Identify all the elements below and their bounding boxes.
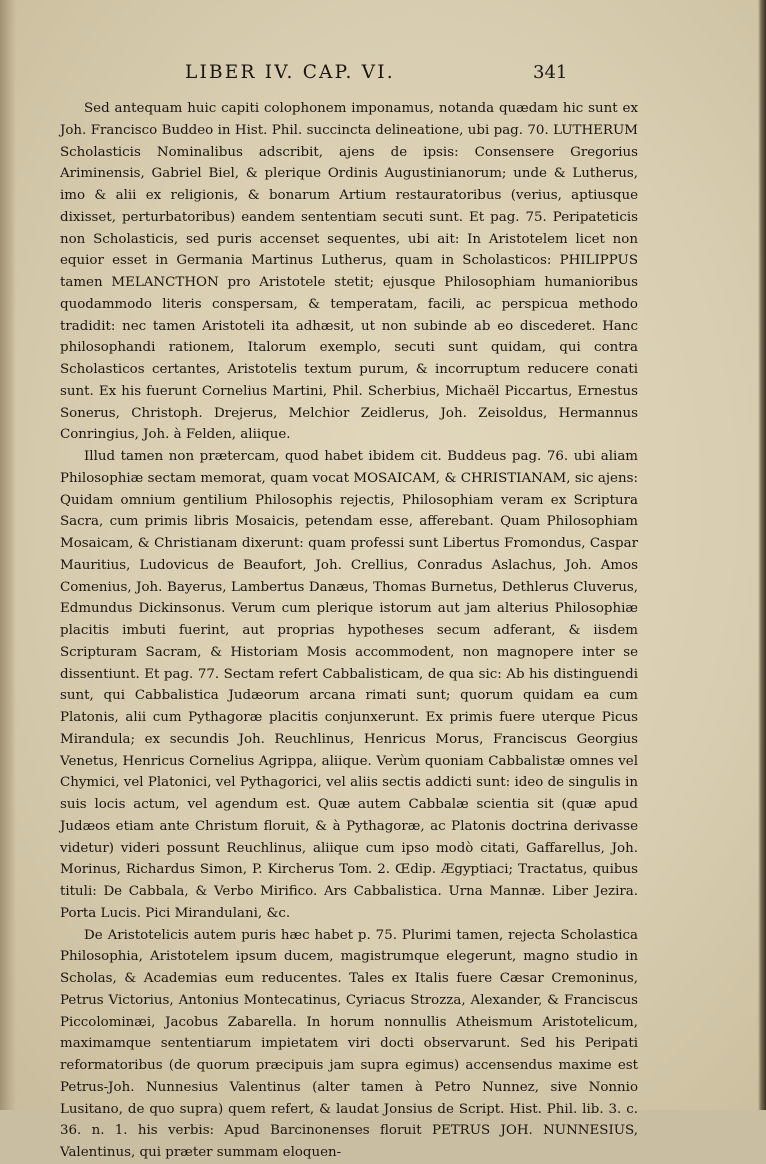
body-text	[60, 98, 638, 1164]
chapter-heading: LIBER IV. CAP. VI.	[185, 62, 395, 83]
page-gutter-shadow	[0, 0, 16, 1110]
page-number: 341	[533, 62, 568, 83]
paragraph-aristotelici-puri: De Aristotelicis autem puris hæc habet p. 75. Plurimi tamen, rejecta Scholastica Philosophia, Aristotelem ipsum ducem, magistrumque elegerunt, magno studio in Scholas, & Academias eum reducentes. Tales ex Italis fuere Cæsar Cremoninus, Petrus Victorius, Antonius Montecatinus, Cyriacus Strozza, Alexander, & Franciscus Piccolominæi, Jacobus Zabarella. In horum nonnullis Atheismum Aristotelicum, maximamque sententiarum impietatem viri docti observarunt. Sed his Peripati reformatoribus (de quorum præcipuis jam supra egimus) accensendus maxime est Petrus-Joh. Nunnesius Valentinus (alter tamen à Petro Nunnez, sive Nonnio Lusitano, de quo supra) quem refert, & laudat Jonsius de Script. Hist. Phil. lib. 3. c. 36. n. 1. his verbis: Apud Barcinonenses floruit PETRUS JOH. NUNNESIUS, Valentinus, qui præter summam eloquen-	[60, 927, 638, 1160]
page-edge-shadow	[758, 0, 766, 1110]
paragraph-buddeus-lutherum: Sed antequam huic capiti colophonem imponamus, notanda quædam hic sunt ex Joh. Francisco Buddeo in Hist. Phil. succincta delineatione, ubi pag. 70. LUTHERUM Scholasticis Nominalibus adscribit, ajens de ipsis: Consensere Gregorius Ariminensis, Gabriel Biel, & plerique Ordinis Augustinianorum; unde & Lutherus, imo & alii ex religionis, & bonarum Artium restauratoribus (verius, aptiusque dixisset, perturbatoribus) eandem sententiam secuti sunt. Et pag. 75. Peripateticis non Scholasticis, sed puris accenset sequentes, ubi ait: In Aristotelem licet non equior esset in Germania Martinus Lutherus, quam in Scholasticos: PHILIPPUS tamen MELANCTHON pro Aristotele stetit; ejusque Philosophiam humanioribus quodammodo literis conspersam, & temperatam, facili, ac perspicua methodo tradidit: nec tamen Aristoteli ita adhæsit, ut non subinde ab eo discederet. Hanc philosophandi rationem, Italorum exemplo, secuti sunt quidam, qui contra Scholasticos certantes, Aristotelis textum purum, & incorruptum reducere conati sunt. Ex his fuerunt Cornelius Martini, Phil. Scherbius, Michaël Piccartus, Ernestus Sonerus, Christoph. Drejerus, Melchior Zeidlerus, Joh. Zeisoldus, Hermannus Conringius, Joh. à Felden, aliique.	[60, 101, 638, 443]
running-head	[0, 62, 766, 88]
paragraph-mosaica-cabbalistica: Illud tamen non prætercam, quod habet ibidem cit. Buddeus pag. 76. ubi aliam Philosophiæ sectam memorat, quam vocat MOSAICAM, & CHRISTIANAM, sic ajens: Quidam omnium gentilium Philosophis rejectis, Philosophiam veram ex Scriptura Sacra, cum primis libris Mosaicis, petendam esse, afferebant. Quam Philosophiam Mosaicam, & Christianam dixerunt: quam professi sunt Libertus Fromondus, Caspar Mauritius, Ludovicus de Beaufort, Joh. Crellius, Conradus Aslachus, Joh. Amos Comenius, Joh. Bayerus, Lambertus Danæus, Thomas Burnetus, Dethlerus Cluverus, Edmundus Dickinsonus. Verum cum plerique istorum aut jam alterius Philosophiæ placitis imbuti fuerint, aut proprias hypotheses secum adferant, & iisdem Scripturam Sacram, & Historiam Mosis accommodent, non magnopere inter se dissentiunt. Et pag. 77. Sectam refert Cabbalisticam, de qua sic: Ab his distinguendi sunt, qui Cabbalistica Judæorum arcana rimati sunt; quorum quidam ea cum Platonis, alii cum Pythagoræ placitis conjunxerunt. Ex primis fuere uterque Picus Mirandula; ex secundis Joh. Reuchlinus, Henricus Morus, Franciscus Georgius Venetus, Henricus Cornelius Agrippa, aliique. Verùm quoniam Cabbalistæ omnes vel Chymici, vel Platonici, vel Pythagorici, vel aliis sectis addicti sunt: ideo de singulis in suis locis actum, vel agendum est. Quæ autem Cabbalæ scientia sit (quæ apud Judæos etiam ante Christum floruit, & à Pythagoræ, ac Platonis doctrina derivasse videtur) videri possunt Reuchlinus, aliique cum ipso modò citati, Gaffarellus, Joh. Morinus, Richardus Simon, P. Kircherus Tom. 2. Œdip. Ægyptiaci; Tractatus, quibus tituli: De Cabbala, & Verbo Mirifico. Ars Cabbalistica. Urna Mannæ. Liber Jezira. Porta Lucis. Pici Mirandulani, &c.	[60, 449, 638, 921]
